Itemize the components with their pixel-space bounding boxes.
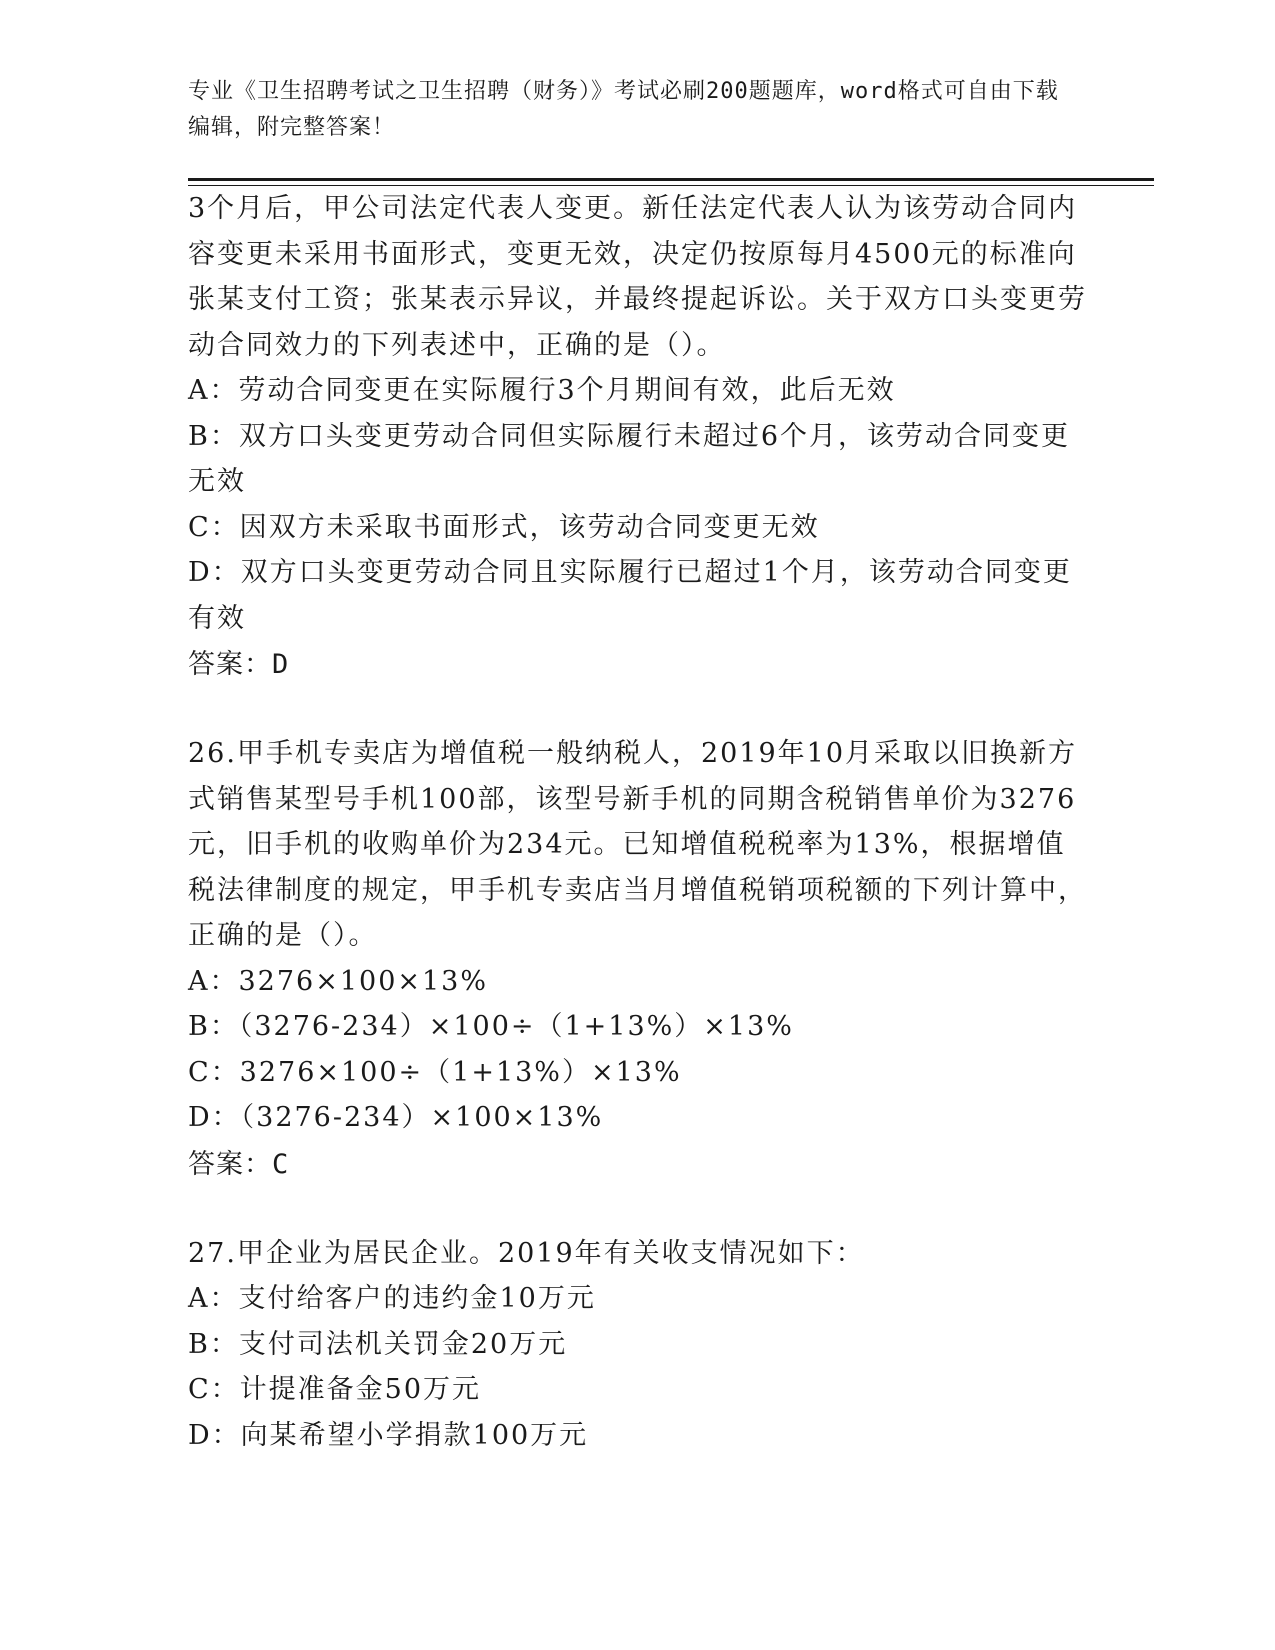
option-a: A：劳动合同变更在实际履行3个月期间有效，此后无效 [188, 375, 896, 406]
question-27 [188, 1231, 1088, 1459]
header-text: 专业《卫生招聘考试之卫生招聘（财务）》考试必刷200题题库，word格式可自由下载编辑，附完整答案！ [188, 79, 1059, 140]
option-d: D：向某希望小学捐款100万元 [188, 1419, 589, 1451]
option-b: B：（3276-234）×100÷（1+13%）×13% [188, 1011, 794, 1042]
spacer [188, 689, 1088, 731]
option-a: A：3276×100×13% [188, 965, 489, 997]
header-rule-thick [188, 178, 1154, 181]
option-c: C：计提准备金50万元 [188, 1374, 482, 1405]
spacer [188, 1189, 1088, 1231]
question-stem: 26.甲手机专卖店为增值税一般纳税人，2019年10月采取以旧换新方式销售某型号手机100部，该型号新手机的同期含税销售单价为3276元，旧手机的收购单价为234元。已知增值税税率为13%，根据增值税法律制度的规定，甲手机专卖店当月增值税销项税额的下列计算中，正确的是（）。 [188, 738, 1087, 951]
option-a: A：支付给客户的违约金10万元 [188, 1283, 596, 1314]
question-stem: 27.甲企业为居民企业。2019年有关收支情况如下： [188, 1237, 865, 1269]
option-b: B：双方口头变更劳动合同但实际履行未超过6个月，该劳动合同变更无效 [188, 420, 1071, 497]
option-d: D：双方口头变更劳动合同且实际履行已超过1个月，该劳动合同变更有效 [188, 557, 1072, 634]
answer-line: 答案：D [188, 649, 290, 680]
option-d: D：（3276-234）×100×13% [188, 1102, 604, 1133]
document-content [188, 186, 1088, 1458]
answer-line: 答案：C [188, 1148, 290, 1180]
option-c: C：因双方未采取书面形式，该劳动合同变更无效 [188, 511, 820, 543]
option-c: C：3276×100÷（1+13%）×13% [188, 1056, 682, 1088]
option-b: B：支付司法机关罚金20万元 [188, 1328, 568, 1360]
question-block-continued [188, 186, 1088, 689]
question-stem: 3个月后，甲公司法定代表人变更。新任法定代表人认为该劳动合同内容变更未采用书面形式，变更无效，决定仍按原每月4500元的标准向张某支付工资；张某表示异议，并最终提起诉讼。关于双方口头变更劳动合同效力的下列表述中，正确的是（）。 [188, 193, 1087, 361]
question-26 [188, 731, 1088, 1189]
